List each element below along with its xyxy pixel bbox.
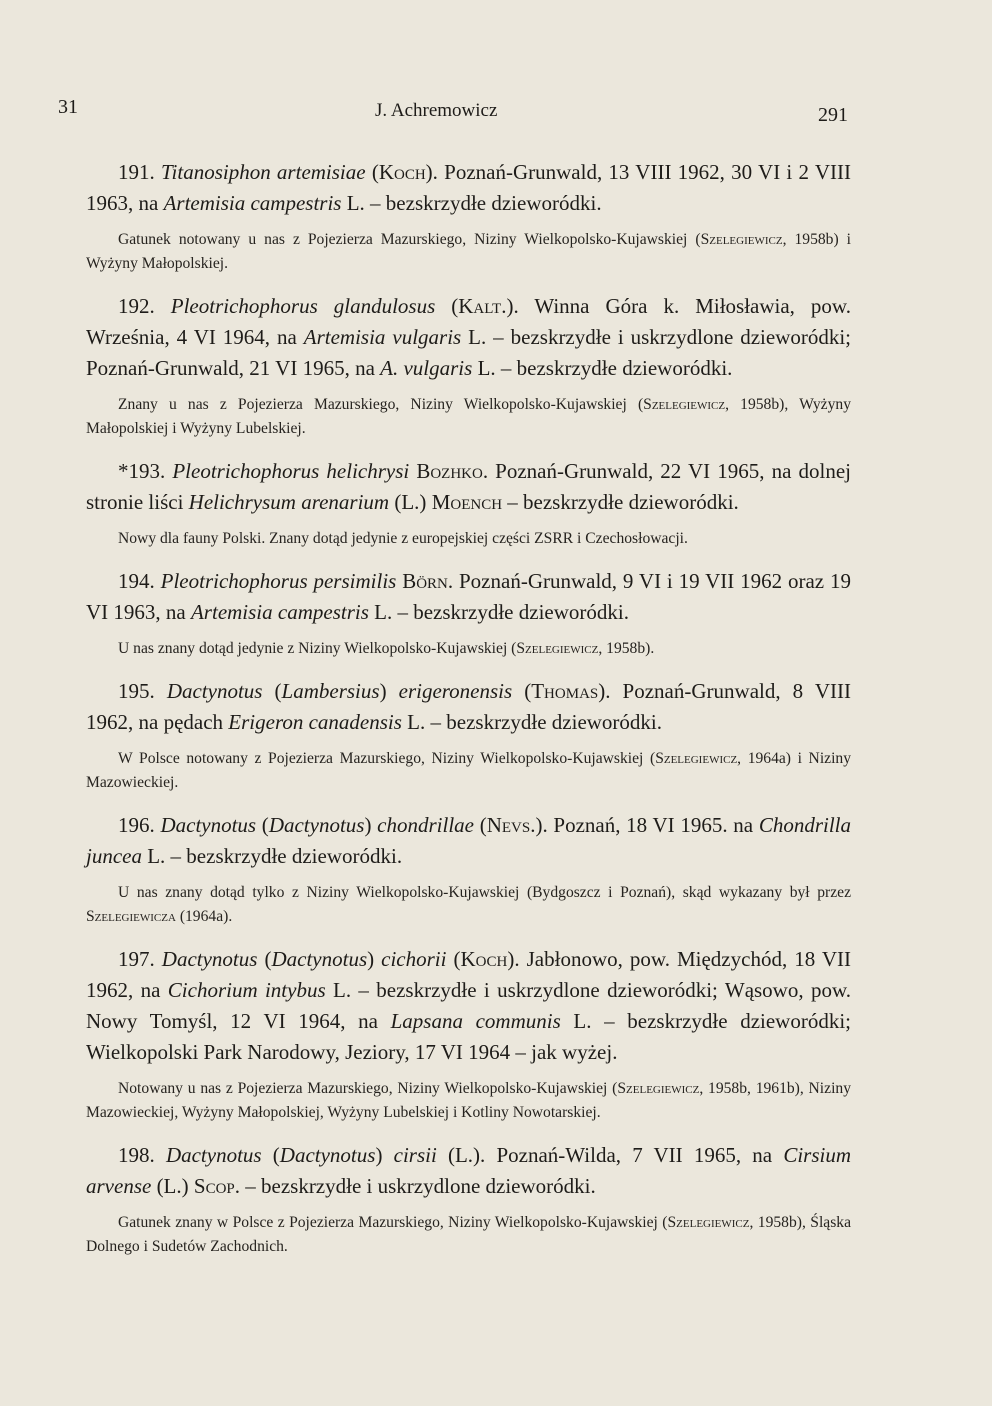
text-run: ( bbox=[512, 679, 532, 703]
taxon-name: Dactynotus bbox=[268, 813, 365, 837]
distribution-note bbox=[86, 637, 851, 661]
taxon-name: Erigeron canadensis bbox=[228, 710, 402, 734]
author-name: Koch bbox=[460, 947, 508, 971]
text-run: ( bbox=[256, 813, 269, 837]
species-entry bbox=[86, 291, 851, 384]
text-run: L. – bezskrzydłe dzieworódki. bbox=[341, 191, 602, 215]
text-run: L. – bezskrzydłe i uskrzydlone dzieworódki; Wąsowo, pow. Nowy Tomyśl, 12 VI 1964, na bbox=[86, 978, 852, 1033]
text-run: Znany u nas z Pojezierza Mazurskiego, Niziny Wielkopolsko-Kujawskiej ( bbox=[118, 396, 644, 413]
taxon-name: Cichorium intybus bbox=[167, 978, 326, 1002]
distribution-note bbox=[86, 1077, 851, 1125]
taxon-name: Lambersius bbox=[281, 679, 380, 703]
text-run: , 1958b). bbox=[598, 640, 655, 657]
text-run: , 1958b), Wyżyny Małopolskiej i Wyżyny Lubelskiej. bbox=[86, 396, 851, 437]
species-entry bbox=[86, 810, 851, 872]
taxon-name: Lapsana communis bbox=[390, 1009, 561, 1033]
author-name: Szelegiewicz bbox=[667, 1214, 750, 1231]
taxon-name: Artemisia campestris bbox=[163, 191, 342, 215]
distribution-note bbox=[86, 747, 851, 795]
species-entry bbox=[86, 157, 851, 219]
distribution-note bbox=[86, 881, 851, 929]
text-run: ) bbox=[379, 679, 399, 703]
text-run: (L.) bbox=[389, 490, 432, 514]
text-run: , 1964a) i Niziny Mazowieckiej. bbox=[86, 750, 851, 791]
text-run: ( bbox=[446, 947, 461, 971]
author-name: Szelegiewicz bbox=[643, 396, 726, 413]
text-run: (1964a). bbox=[175, 908, 233, 925]
text-run: 196. bbox=[118, 813, 161, 837]
text-run: ( bbox=[262, 679, 282, 703]
text-run: 192. bbox=[118, 294, 171, 318]
taxon-name: chondrillae bbox=[377, 813, 474, 837]
text-run: . – bezskrzydłe i uskrzydlone dzieworódki. bbox=[234, 1174, 596, 1198]
text-run: L. – bezskrzydłe i uskrzydlone dzieworódki; Poznań-Grunwald, 21 VI 1965, na bbox=[86, 325, 852, 380]
taxon-name: Cirsium arvense bbox=[86, 1143, 851, 1198]
running-author: J. Achremowicz bbox=[375, 100, 498, 121]
text-run: Gatunek znany w Polsce z Pojezierza Mazurskiego, Niziny Wielkopolsko-Kujawskiej ( bbox=[118, 1214, 668, 1231]
running-header bbox=[58, 96, 848, 126]
text-run: , 1958b, 1961b), Niziny Mazowieckiej, Wyżyny Małopolskiej, Wyżyny Lubelskiej i Kotliny Nowotarskiej. bbox=[86, 1080, 851, 1121]
text-run: W Polsce notowany z Pojezierza Mazurskiego, Niziny Wielkopolsko-Kujawskiej ( bbox=[118, 750, 656, 767]
text-run: – bezskrzydłe dzieworódki. bbox=[502, 490, 739, 514]
author-name: Szelegiewicz bbox=[700, 231, 783, 248]
author-name: Szelegiewicz bbox=[655, 750, 738, 767]
text-run: 198. bbox=[118, 1143, 166, 1167]
text-run: Nowy dla fauny Polski. Znany dotąd jedynie z europejskiej części ZSRR i Czechosłowacji. bbox=[118, 530, 688, 547]
author-name: Bozhko bbox=[416, 459, 483, 483]
text-run: L. – bezskrzydłe dzieworódki. bbox=[401, 710, 663, 734]
text-run: (L.). Poznań-Wilda, 7 VII 1965, na bbox=[436, 1143, 784, 1167]
text-run: ) bbox=[367, 947, 382, 971]
taxon-name: Dactynotus bbox=[165, 1143, 262, 1167]
taxon-name: A. vulgaris bbox=[380, 356, 473, 380]
text-run: . Poznań-Grunwald, 9 VI i 19 VII 1962 oraz 19 VI 1963, na bbox=[86, 569, 851, 624]
text-run: *193. bbox=[118, 459, 173, 483]
species-entry bbox=[86, 456, 851, 518]
distribution-note bbox=[86, 1211, 851, 1259]
author-name: Scop bbox=[193, 1174, 235, 1198]
taxon-name: Dactynotus bbox=[279, 1143, 376, 1167]
author-name: Szelegiewicza bbox=[86, 908, 176, 925]
taxon-name: Helichrysum arenarium bbox=[188, 490, 390, 514]
text-run: ). Jabłonowo, pow. Międzychód, 18 VII 1962, na bbox=[86, 947, 852, 1002]
text-run: 191. bbox=[118, 160, 161, 184]
taxon-name: Artemisia campestris bbox=[190, 600, 369, 624]
species-entry bbox=[86, 944, 851, 1068]
taxon-name: Dactynotus bbox=[160, 813, 257, 837]
species-list bbox=[86, 157, 851, 1274]
text-run: Notowany u nas z Pojezierza Mazurskiego, Niziny Wielkopolsko-Kujawskiej ( bbox=[118, 1080, 618, 1097]
taxon-name: Pleotrichophorus persimilis bbox=[160, 569, 397, 593]
taxon-name: cirsii bbox=[393, 1143, 437, 1167]
text-run: ) bbox=[375, 1143, 394, 1167]
taxon-name: erigeronensis bbox=[398, 679, 513, 703]
distribution-note bbox=[86, 527, 851, 551]
taxon-name: Pleotrichophorus glandulosus bbox=[170, 294, 436, 318]
text-run: ( bbox=[474, 813, 487, 837]
page-number: 291 bbox=[818, 104, 848, 126]
distribution-note bbox=[86, 228, 851, 276]
distribution-note bbox=[86, 393, 851, 441]
text-run: L. – bezskrzydłe dzieworódki. bbox=[472, 356, 733, 380]
taxon-name: Dactynotus bbox=[166, 679, 263, 703]
taxon-name: Dactynotus bbox=[271, 947, 368, 971]
text-run: . Poznań-Grunwald, 22 VI 1965, na dolnej stronie liści bbox=[86, 459, 851, 514]
text-run: ). Poznań-Grunwald, 8 VIII 1962, na pędach bbox=[86, 679, 851, 734]
text-run: U nas znany dotąd jedynie z Niziny Wielkopolsko-Kujawskiej ( bbox=[118, 640, 517, 657]
text-run: L. – bezskrzydłe dzieworódki. bbox=[368, 600, 629, 624]
author-name: Szelegiewicz bbox=[516, 640, 599, 657]
author-name: Börn bbox=[402, 569, 448, 593]
author-name: Nevs bbox=[486, 813, 531, 837]
species-entry bbox=[86, 676, 851, 738]
text-run: Gatunek notowany u nas z Pojezierza Mazurskiego, Niziny Wielkopolsko-Kujawskiej ( bbox=[118, 231, 701, 248]
text-run: (L.) bbox=[151, 1174, 194, 1198]
author-name: Koch bbox=[378, 160, 426, 184]
taxon-name: cichorii bbox=[381, 947, 447, 971]
text-run: ). Poznań-Grunwald, 13 VIII 1962, 30 VI i 2 VIII 1963, na bbox=[86, 160, 851, 215]
species-entry bbox=[86, 1140, 851, 1202]
text-run: 194. bbox=[118, 569, 161, 593]
taxon-name: Dactynotus bbox=[161, 947, 258, 971]
text-run: ( bbox=[261, 1143, 280, 1167]
text-run: ) bbox=[364, 813, 378, 837]
text-run: ( bbox=[435, 294, 459, 318]
author-name: Moench bbox=[431, 490, 503, 514]
text-run: .). Poznań, 18 VI 1965. na bbox=[530, 813, 759, 837]
author-name: Kalt bbox=[458, 294, 502, 318]
taxon-name: Artemisia vulgaris bbox=[303, 325, 462, 349]
taxon-name: Titanosiphon artemisiae bbox=[161, 160, 366, 184]
text-run: , 1958b) i Wyżyny Małopolskiej. bbox=[86, 231, 851, 272]
text-run: ( bbox=[365, 160, 379, 184]
text-run: L. – bezskrzydłe dzieworódki; Wielkopolski Park Narodowy, Jeziory, 17 VI 1964 – jak wyżej. bbox=[86, 1009, 851, 1064]
author-name: Szelegiewicz bbox=[617, 1080, 700, 1097]
text-run: , 1958b), Śląska Dolnego i Sudetów Zachodnich. bbox=[86, 1214, 852, 1255]
taxon-name: Chondrilla juncea bbox=[86, 813, 852, 868]
text-run: ( bbox=[257, 947, 272, 971]
page-section-number: 31 bbox=[58, 96, 78, 118]
taxon-name: Pleotrichophorus helichrysi bbox=[172, 459, 410, 483]
text-run: 197. bbox=[118, 947, 162, 971]
species-entry bbox=[86, 566, 851, 628]
author-name: Thomas bbox=[531, 679, 599, 703]
text-run: U nas znany dotąd tylko z Niziny Wielkopolsko-Kujawskiej (Bydgoszcz i Poznań), skąd wykazany był przez bbox=[118, 884, 851, 901]
text-run: L. – bezskrzydłe dzieworódki. bbox=[141, 844, 403, 868]
text-run: .). Winna Góra k. Miłosławia, pow. Września, 4 VI 1964, na bbox=[86, 294, 851, 349]
text-run: 195. bbox=[118, 679, 167, 703]
